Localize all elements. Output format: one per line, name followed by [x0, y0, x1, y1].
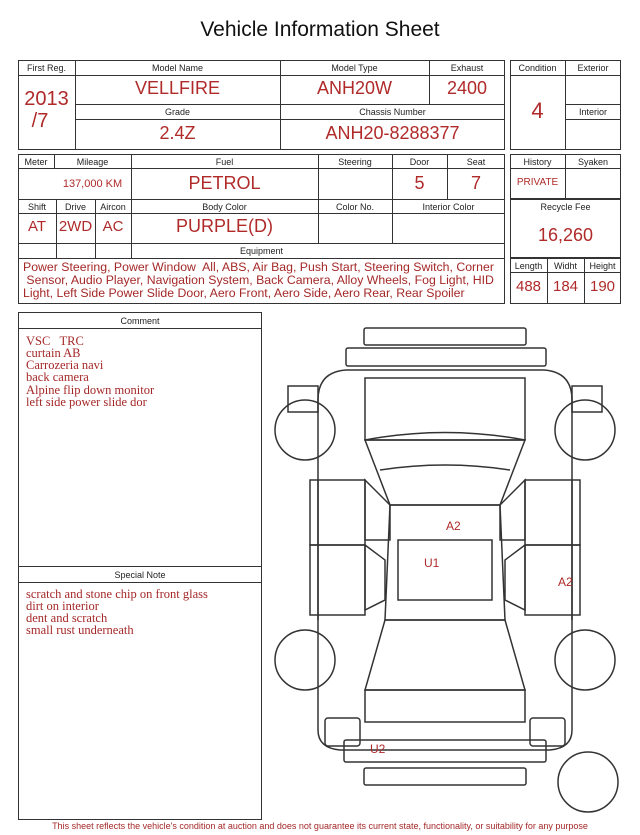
seat-value: 7	[470, 173, 481, 193]
comment-line: VSC TRC	[26, 334, 84, 348]
grade-value: 2.4Z	[159, 123, 196, 143]
height-label: Height	[589, 261, 616, 271]
comment-line: Alpine flip down monitor	[26, 383, 155, 397]
height-value: 190	[589, 278, 616, 295]
shift-value: AT	[27, 218, 47, 235]
mileage-label: Mileage	[76, 157, 109, 167]
drive-value: 2WD	[58, 218, 93, 235]
length-value: 488	[515, 278, 542, 295]
length-label: Length	[514, 261, 543, 271]
equipment-line: Light, Left Side Power Slide Door, Aero Front, Aero Side, Aero Rear, Rear Spoiler	[23, 286, 465, 300]
fuel-value: PETROL	[188, 173, 261, 193]
comment-line: left side power slide dor	[26, 395, 147, 409]
comment-line: back camera	[26, 370, 89, 384]
body-color-label: Body Color	[202, 202, 247, 212]
width-value: 184	[552, 278, 579, 295]
damage-mark-a2-hood: A2	[446, 519, 461, 533]
damage-mark-u1-roof: U1	[424, 556, 440, 570]
history-label: History	[523, 157, 552, 167]
special-note-line: scratch and stone chip on front glass	[26, 587, 208, 601]
model-type-value: ANH20W	[316, 78, 392, 98]
recycle-fee-label: Recycle Fee	[540, 202, 591, 212]
body-color-value: PURPLE(D)	[175, 216, 273, 236]
equipment-label: Equipment	[239, 246, 284, 256]
chassis-number-label: Chassis Number	[359, 107, 426, 117]
condition-grade: 4	[531, 98, 544, 123]
first-reg-month: /7	[31, 110, 49, 132]
comment-label: Comment	[120, 316, 160, 326]
model-type-label: Model Type	[331, 63, 378, 73]
chassis-number-value: ANH20-8288377	[325, 123, 460, 143]
equipment-line: Power Steering, Power Window All, ABS, Air Bag, Push Start, Steering Switch, Corner	[23, 260, 494, 274]
interior-label: Interior	[578, 107, 607, 117]
exterior-label: Exterior	[577, 63, 609, 73]
aircon-label: Aircon	[100, 202, 126, 212]
history-value: PRIVATE	[516, 177, 559, 188]
aircon-value: AC	[102, 218, 124, 235]
model-name-value: VELLFIRE	[134, 78, 221, 98]
special-note-line: small rust underneath	[26, 623, 134, 637]
fuel-label: Fuel	[215, 157, 234, 167]
shift-label: Shift	[27, 202, 46, 212]
color-no-label: Color No.	[335, 202, 374, 212]
recycle-fee-value: 16,260	[537, 225, 594, 245]
mileage-value: 137,000 KM	[62, 178, 123, 190]
equipment-line: Sensor, Audio Player, Navigation System, Back Camera, Alloy Wheels, Fog Light, HID	[23, 273, 494, 287]
width-label: Widht	[553, 261, 577, 271]
steering-label: Steering	[338, 157, 372, 167]
drive-label: Drive	[64, 202, 86, 212]
special-note-line: dent and scratch	[26, 611, 108, 625]
first-reg-year: 2013	[24, 88, 69, 110]
disclaimer-footer: This sheet reflects the vehicle's condition at auction and does not guarantee its current state, functionality, or suitability for any purpose	[52, 821, 588, 831]
first-reg-label: First Reg.	[26, 63, 66, 73]
special-note-line: dirt on interior	[26, 599, 99, 613]
grade-label: Grade	[164, 107, 190, 117]
special-note-label: Special Note	[114, 570, 166, 580]
comment-line: Carrozeria navi	[26, 358, 104, 372]
exhaust-label: Exhaust	[450, 63, 484, 73]
door-value: 5	[414, 173, 425, 193]
meter-label: Meter	[24, 157, 48, 167]
exhaust-value: 2400	[446, 78, 488, 98]
condition-label: Condition	[518, 63, 557, 73]
comment-line: curtain AB	[26, 346, 81, 360]
damage-mark-a2-side: A2	[558, 575, 573, 589]
door-label: Door	[409, 157, 430, 167]
syaken-label: Syaken	[577, 157, 609, 167]
interior-color-label: Interior Color	[422, 202, 475, 212]
model-name-label: Model Name	[151, 63, 204, 73]
page-title: Vehicle Information Sheet	[200, 18, 440, 41]
seat-label: Seat	[466, 157, 486, 167]
damage-mark-u2-rear: U2	[370, 742, 386, 756]
